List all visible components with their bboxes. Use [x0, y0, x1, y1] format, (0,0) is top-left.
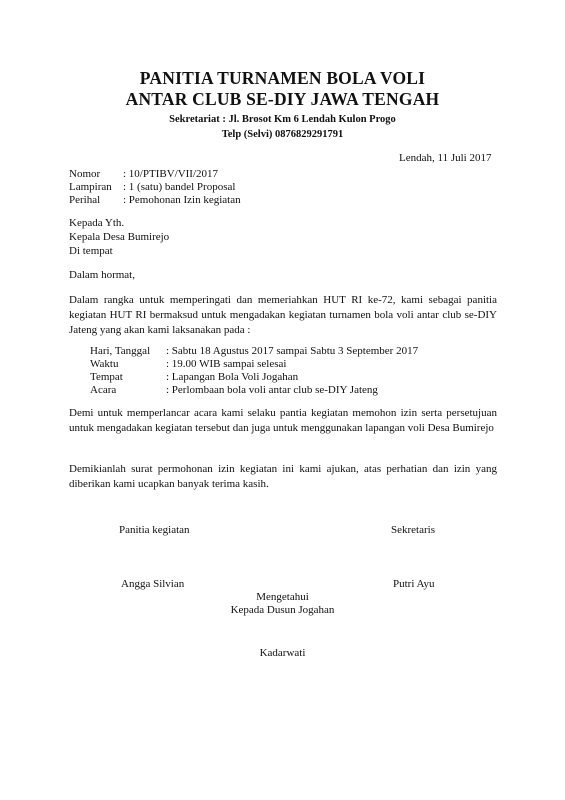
nomor-value: : 10/PTIBV/VII/2017: [123, 168, 219, 180]
letterhead-phone: Telp (Selvi) 0876829291791: [221, 129, 344, 140]
letterhead-title-line2: ANTAR CLUB SE-DIY JAWA TENGAH: [125, 89, 440, 109]
event-place-value: : Lapangan Bola Voli Jogahan: [166, 371, 299, 383]
event-time-label: Waktu: [90, 358, 119, 370]
event-date-value: : Sabtu 18 Agustus 2017 sampai Sabtu 3 September 2017: [166, 345, 419, 357]
acknowledged-name: Kadarwati: [259, 647, 306, 659]
letterhead-secretariat: Sekretariat : Jl. Brosot Km 6 Lendah Kulon Progo: [169, 114, 396, 125]
letter-date: Lendah, 11 Juli 2017: [399, 152, 492, 164]
acknowledged-label: Mengetahui: [256, 591, 309, 603]
signature-left-role: Panitia kegiatan: [119, 524, 190, 536]
acknowledged-title: Kepada Dusun Jogahan: [230, 604, 335, 616]
recipient-line3: Di tempat: [69, 245, 113, 257]
recipient-line1: Kepada Yth.: [69, 217, 125, 229]
event-activity-label: Acara: [90, 384, 117, 396]
signature-right-role: Sekretaris: [391, 524, 435, 536]
lampiran-value: : 1 (satu) bandel Proposal: [123, 181, 236, 193]
letterhead-title-line1: PANITIA TURNAMEN BOLA VOLI: [139, 68, 426, 88]
perihal-value: : Pemohonan Izin kegiatan: [123, 194, 241, 206]
recipient-line2: Kepala Desa Bumirejo: [69, 231, 170, 243]
event-activity-value: : Perlombaan bola voli antar club se-DIY Jateng: [166, 384, 378, 396]
event-time-value: : 19.00 WIB sampai selesai: [166, 358, 287, 370]
body-paragraph-3: Demikianlah surat permohonan izin kegiatan ini kami ajukan, atas perhatian dan izin yang diberikan kami ucapkan banyak terima kasih.: [69, 463, 497, 490]
nomor-label: Nomor: [69, 168, 101, 180]
event-date-label: Hari, Tanggal: [90, 345, 151, 357]
event-place-label: Tempat: [90, 371, 123, 383]
body-paragraph-1: Dalam rangka untuk memperingati dan memeriahkan HUT RI ke-72, kami sebagai panitia kegiatan HUT RI bermaksud untuk mengadakan kegiatan turnamen bola voli antar club se-DIY Jateng yang akan kami laksanakan pada :: [69, 294, 497, 336]
signature-right-name: Putri Ayu: [393, 578, 435, 590]
perihal-label: Perihal: [69, 194, 101, 206]
signature-left-name: Angga Silvian: [121, 578, 185, 590]
lampiran-label: Lampiran: [69, 181, 112, 193]
greeting: Dalam hormat,: [69, 269, 135, 281]
body-paragraph-2: Demi untuk memperlancar acara kami selaku pantia kegiatan memohon izin serta persetujuan untuk mengadakan kegiatan tersebut dan juga untuk menggunakan lapangan voli Desa Bumirejo: [69, 407, 497, 434]
